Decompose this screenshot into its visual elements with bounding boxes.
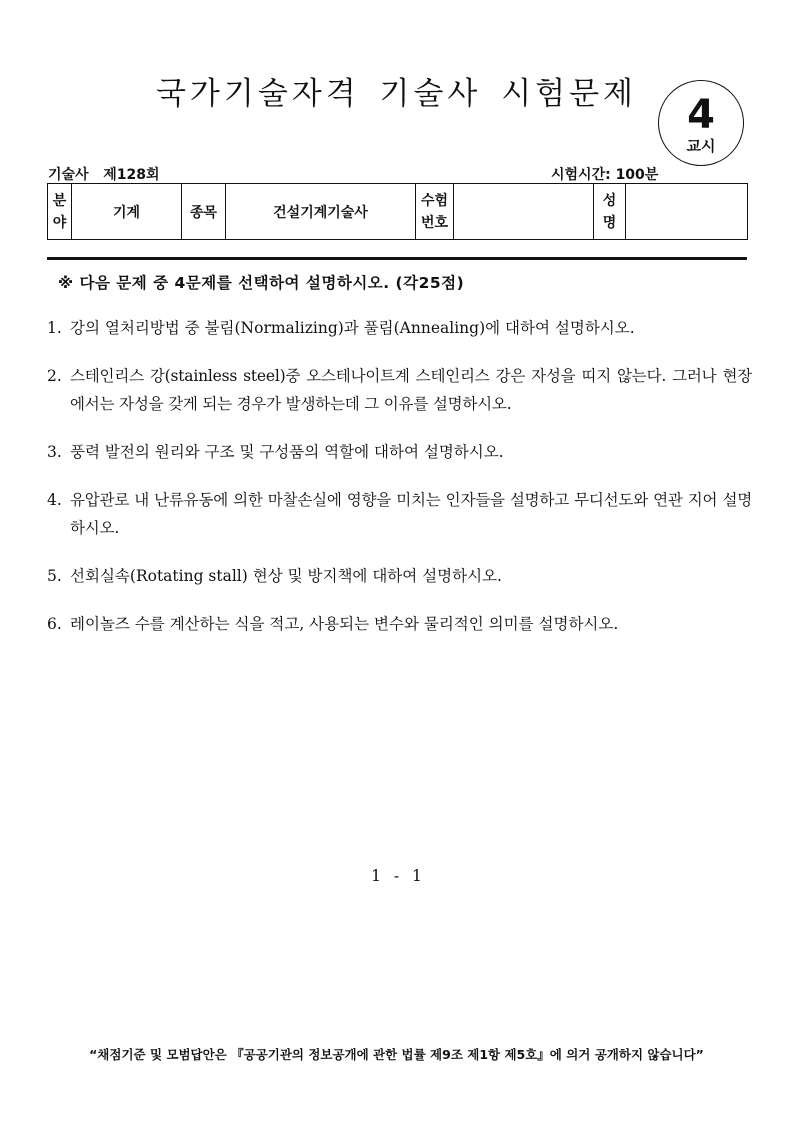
question-number: 3.	[47, 443, 62, 461]
question-text: 레이놀즈 수를 계산하는 식을 적고, 사용되는 변수와 물리적인 의미를 설명하시오.	[70, 615, 619, 633]
session-number: 4	[687, 92, 715, 138]
question-number: 5.	[47, 567, 62, 585]
question-text: 유압관로 내 난류유동에 의한 마찰손실에 영향을 미치는 인자들을 설명하고 무디선도와 연관 지어 설명하시오.	[70, 491, 752, 537]
category-value: 건설기계기술사	[226, 184, 416, 240]
question-item	[47, 610, 752, 638]
name-field	[626, 184, 748, 240]
disclosure-notice: “채점기준 및 모범답안은 『공공기관의 정보공개에 관한 법률 제9조 제1항 제5호』에 의거 공개하지 않습니다”	[89, 1047, 704, 1062]
question-item	[47, 362, 752, 418]
field-value: 기계	[72, 184, 182, 240]
exam-title: 국가기술자격 기술사 시험문제	[155, 76, 637, 112]
page-number: 1 - 1	[371, 867, 422, 885]
category-label: 종목	[182, 184, 226, 240]
question-text: 강의 열처리방법 중 불림(Normalizing)과 풀림(Annealing)에 대하여 설명하시오.	[70, 319, 635, 337]
question-number: 2.	[47, 367, 62, 385]
question-item	[47, 562, 752, 590]
question-item	[47, 438, 752, 466]
divider	[47, 257, 747, 260]
exam-number-label: 수험 번호	[416, 184, 454, 240]
exam-info-table	[47, 183, 748, 240]
instruction: ※ 다음 문제 중 4문제를 선택하여 설명하시오. (각25점)	[58, 274, 465, 292]
question-text: 풍력 발전의 원리와 구조 및 구성품의 역할에 대하여 설명하시오.	[70, 443, 504, 461]
question-item	[47, 314, 752, 342]
name-label: 성 명	[594, 184, 626, 240]
exam-number-field	[454, 184, 594, 240]
question-number: 4.	[47, 491, 62, 509]
question-number: 1.	[47, 319, 62, 337]
question-item	[47, 486, 752, 542]
field-label: 분 야	[48, 184, 72, 240]
session-badge	[658, 80, 744, 166]
question-number: 6.	[47, 615, 62, 633]
exam-time: 시험시간: 100분	[551, 167, 659, 183]
exam-round: 기술사 제128회	[48, 167, 160, 183]
question-list	[47, 314, 752, 658]
session-label: 교시	[686, 137, 716, 155]
question-text: 스테인리스 강(stainless steel)중 오스테나이트계 스테인리스 강은 자성을 띠지 않는다. 그러나 현장에서는 자성을 갖게 되는 경우가 발생하는데 그 이유를 설명하시오.	[70, 367, 752, 413]
question-text: 선회실속(Rotating stall) 현상 및 방지책에 대하여 설명하시오.	[70, 567, 502, 585]
